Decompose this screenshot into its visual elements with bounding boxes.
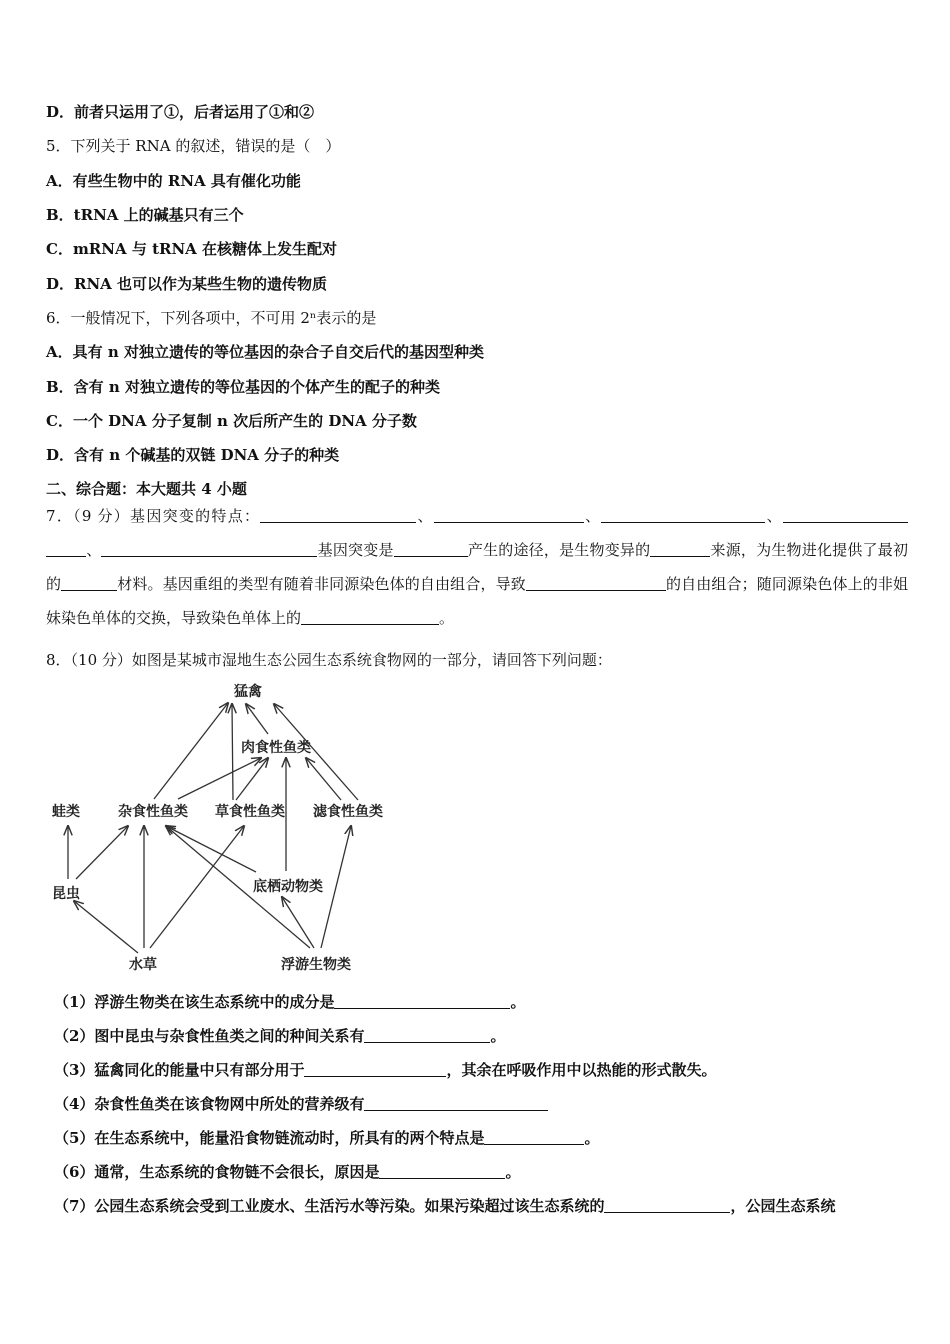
node-filter-feeding-fish: 滤食性鱼类 [313,804,383,820]
q8-sub-2-end: 。 [490,1027,506,1045]
q8-sub-1 [54,992,525,1012]
q7-blank-10[interactable] [301,608,439,625]
arrow-herbivore-to-raptor [232,704,233,800]
q8-sub-5 [54,1128,599,1148]
q7-blank-6[interactable] [394,540,468,557]
q6-option-a: A．具有 n 对独立遗传的等位基因的杂合子自交后代的基因型种类 [46,343,484,361]
node-benthic-animals: 底栖动物类 [253,879,323,895]
q7-text-1: 7．（9 分）基因突变的特点： [46,507,261,525]
q8-sub-5-text: （5）在生态系统中，能量沿食物链流动时，所具有的两个特点是 [54,1129,485,1147]
q8-sub-5-end: 。 [584,1129,600,1147]
node-insects: 昆虫 [52,886,80,902]
arrow-benthic-to-omnivore [166,826,256,872]
node-carnivorous-fish: 肉食性鱼类 [241,740,311,756]
q7-blank-8[interactable] [61,574,117,591]
node-omnivorous-fish: 杂食性鱼类 [118,804,188,820]
q8-sub-1-text: （1）浮游生物类在该生态系统中的成分是 [54,993,335,1011]
arrow-omnivore-to-carnivore [178,758,261,799]
q8-sub-7 [54,1196,835,1216]
q5-option-b: B．tRNA 上的碱基只有三个 [46,206,244,224]
q5-option-c: C．mRNA 与 tRNA 在核糖体上发生配对 [46,240,338,258]
q7-sep-3: 、 [765,507,783,525]
q5-stem: 5．下列关于 RNA 的叙述，错误的是（ ） [46,137,341,155]
q8-sub-5-blank[interactable] [484,1128,584,1145]
q7-text-4: 来源，为生物进化提供了最初的 [46,541,908,593]
q7-blank-4[interactable] [783,506,908,523]
q7-text-3: 产生的途径，是生物变异的 [467,541,651,559]
arrow-herbivore-to-carnivore [236,758,268,800]
node-raptors: 猛禽 [234,684,262,700]
q7-blank-7[interactable] [650,540,710,557]
q8-sub-4-text: （4）杂食性鱼类在该食物网中所处的营养级有 [54,1095,365,1113]
q8-sub-3 [54,1060,716,1080]
q7-blank-1[interactable] [260,506,416,523]
q8-sub-7-blank[interactable] [604,1196,730,1213]
section-title: 二、综合题：本大题共 4 小题 [46,480,247,498]
q7-text-5: 材料。基因重组的类型有随着非同源染色体的自由组合，导致 [117,575,526,593]
q8-sub-3-end: ，其余在呼吸作用中以热能的形式散失。 [446,1061,717,1079]
q7-paragraph [46,499,908,635]
q8-sub-7-text: （7）公园生态系统会受到工业废水、生活污水等污染。如果污染超过该生态系统的 [54,1197,605,1215]
q8-sub-4 [54,1094,548,1114]
q8-sub-2-text: （2）图中昆虫与杂食性鱼类之间的种间关系有 [54,1027,365,1045]
q7-blank-2[interactable] [434,506,584,523]
q8-sub-1-blank[interactable] [334,992,510,1009]
q7-text-2: 基因突变是 [317,541,394,559]
arrow-plankton-to-filterfeeder [321,826,351,948]
q8-sub-1-end: 。 [510,993,526,1011]
arrow-plankton-to-benthic [282,897,314,948]
q7-sep-2: 、 [583,507,602,525]
q7-end: 。 [439,609,455,627]
q6-option-d: D．含有 n 个碱基的双链 DNA 分子的种类 [46,446,340,464]
q8-sub-2-blank[interactable] [364,1026,490,1043]
food-web-diagram [46,676,406,978]
node-water-grass: 水草 [129,957,157,973]
q8-sub-6 [54,1162,520,1182]
q8-sub-6-end: 。 [505,1163,521,1181]
node-frogs: 蛙类 [52,804,80,820]
arrow-insect-to-omnivore [76,826,128,879]
q6-stem: 6．一般情况下，下列各项中，不可用 2ⁿ表示的是 [46,309,377,327]
q8-sub-4-blank[interactable] [364,1094,548,1111]
q8-sub-3-text: （3）猛禽同化的能量中只有部分用于 [54,1061,305,1079]
q7-sep-4: 、 [86,541,102,559]
arrow-grass-to-herbivore [150,826,244,948]
node-plankton: 浮游生物类 [281,957,351,973]
q5-option-d: D．RNA 也可以作为某些生物的遗传物质 [46,275,328,293]
q4-option-d: D．前者只运用了①，后者运用了①和② [46,103,315,121]
arrow-carnivore-to-raptor [246,704,268,734]
q8-sub-2 [54,1026,505,1046]
q6-option-c: C．一个 DNA 分子复制 n 次后所产生的 DNA 分子数 [46,412,417,430]
q7-sep-1: 、 [416,507,434,525]
node-herbivorous-fish: 草食性鱼类 [215,804,285,820]
q7-blank-5[interactable] [101,540,317,557]
q8-sub-3-blank[interactable] [304,1060,446,1077]
q8-sub-6-blank[interactable] [379,1162,505,1179]
q5-option-a: A．有些生物中的 RNA 具有催化功能 [46,172,301,190]
q7-blank-3[interactable] [601,506,765,523]
q8-stem: 8．（10 分）如图是某城市湿地生态公园生态系统食物网的一部分，请回答下列问题： [46,651,612,669]
q7-blank-4-cont[interactable] [46,540,86,557]
arrow-grass-to-insect [74,901,138,953]
q6-option-b: B．含有 n 对独立遗传的等位基因的个体产生的配子的种类 [46,378,441,396]
q7-text-6: 的自由组合；随同源染色体上的非姐妹染色单体的交换，导致染色单体上的 [46,575,908,627]
arrow-filterfeeder-to-carnivore [306,758,341,800]
q7-blank-9[interactable] [526,574,666,591]
q8-sub-7-end: ，公园生态系统 [730,1197,836,1215]
arrow-omnivore-to-raptor [154,703,228,799]
q8-sub-6-text: （6）通常，生态系统的食物链不会很长，原因是 [54,1163,380,1181]
